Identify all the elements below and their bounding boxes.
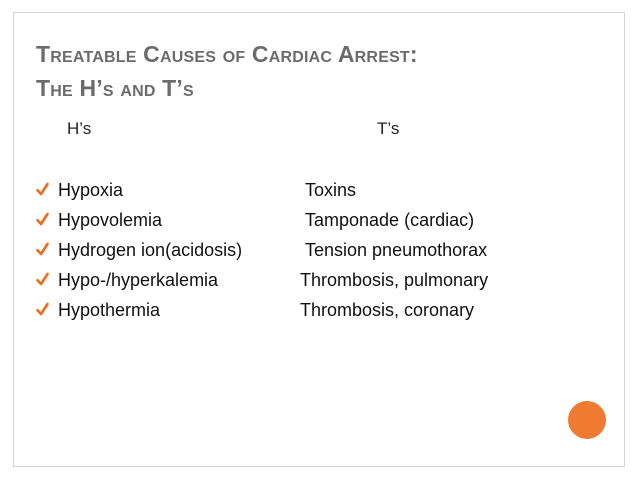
bullet-check-icon bbox=[36, 242, 49, 259]
title-line-1: Treatable Causes of Cardiac Arrest: bbox=[36, 41, 418, 67]
t-item-thrombosis-coronary: Thrombosis, coronary bbox=[300, 300, 475, 320]
t-item-thrombosis-pulmonary: Thrombosis, pulmonary bbox=[300, 270, 489, 290]
t-item-toxins: Toxins bbox=[305, 180, 357, 200]
bullet-check-icon bbox=[36, 272, 49, 289]
h-item-hypothermia: Hypothermia bbox=[58, 300, 161, 320]
hs-column-header: H’s bbox=[67, 119, 92, 138]
ts-column-header: T’s bbox=[377, 119, 400, 138]
h-item-hydrogen-ion: Hydrogen ion(acidosis) bbox=[58, 240, 243, 260]
bullet-check-icon bbox=[36, 212, 49, 229]
title-line-2: The H’s and T’s bbox=[36, 75, 194, 101]
h-item-hypovolemia: Hypovolemia bbox=[58, 210, 163, 230]
t-item-tamponade: Tamponade (cardiac) bbox=[305, 210, 475, 230]
t-item-tension-pneumothorax: Tension pneumothorax bbox=[305, 240, 488, 260]
bullet-check-icon bbox=[36, 302, 49, 319]
h-item-hypoxia: Hypoxia bbox=[58, 180, 124, 200]
h-item-hypo-hyperkalemia: Hypo-/hyperkalemia bbox=[58, 270, 219, 290]
decorative-orange-circle bbox=[568, 401, 606, 439]
slide-title bbox=[36, 37, 418, 105]
bullet-check-icon bbox=[36, 182, 49, 199]
